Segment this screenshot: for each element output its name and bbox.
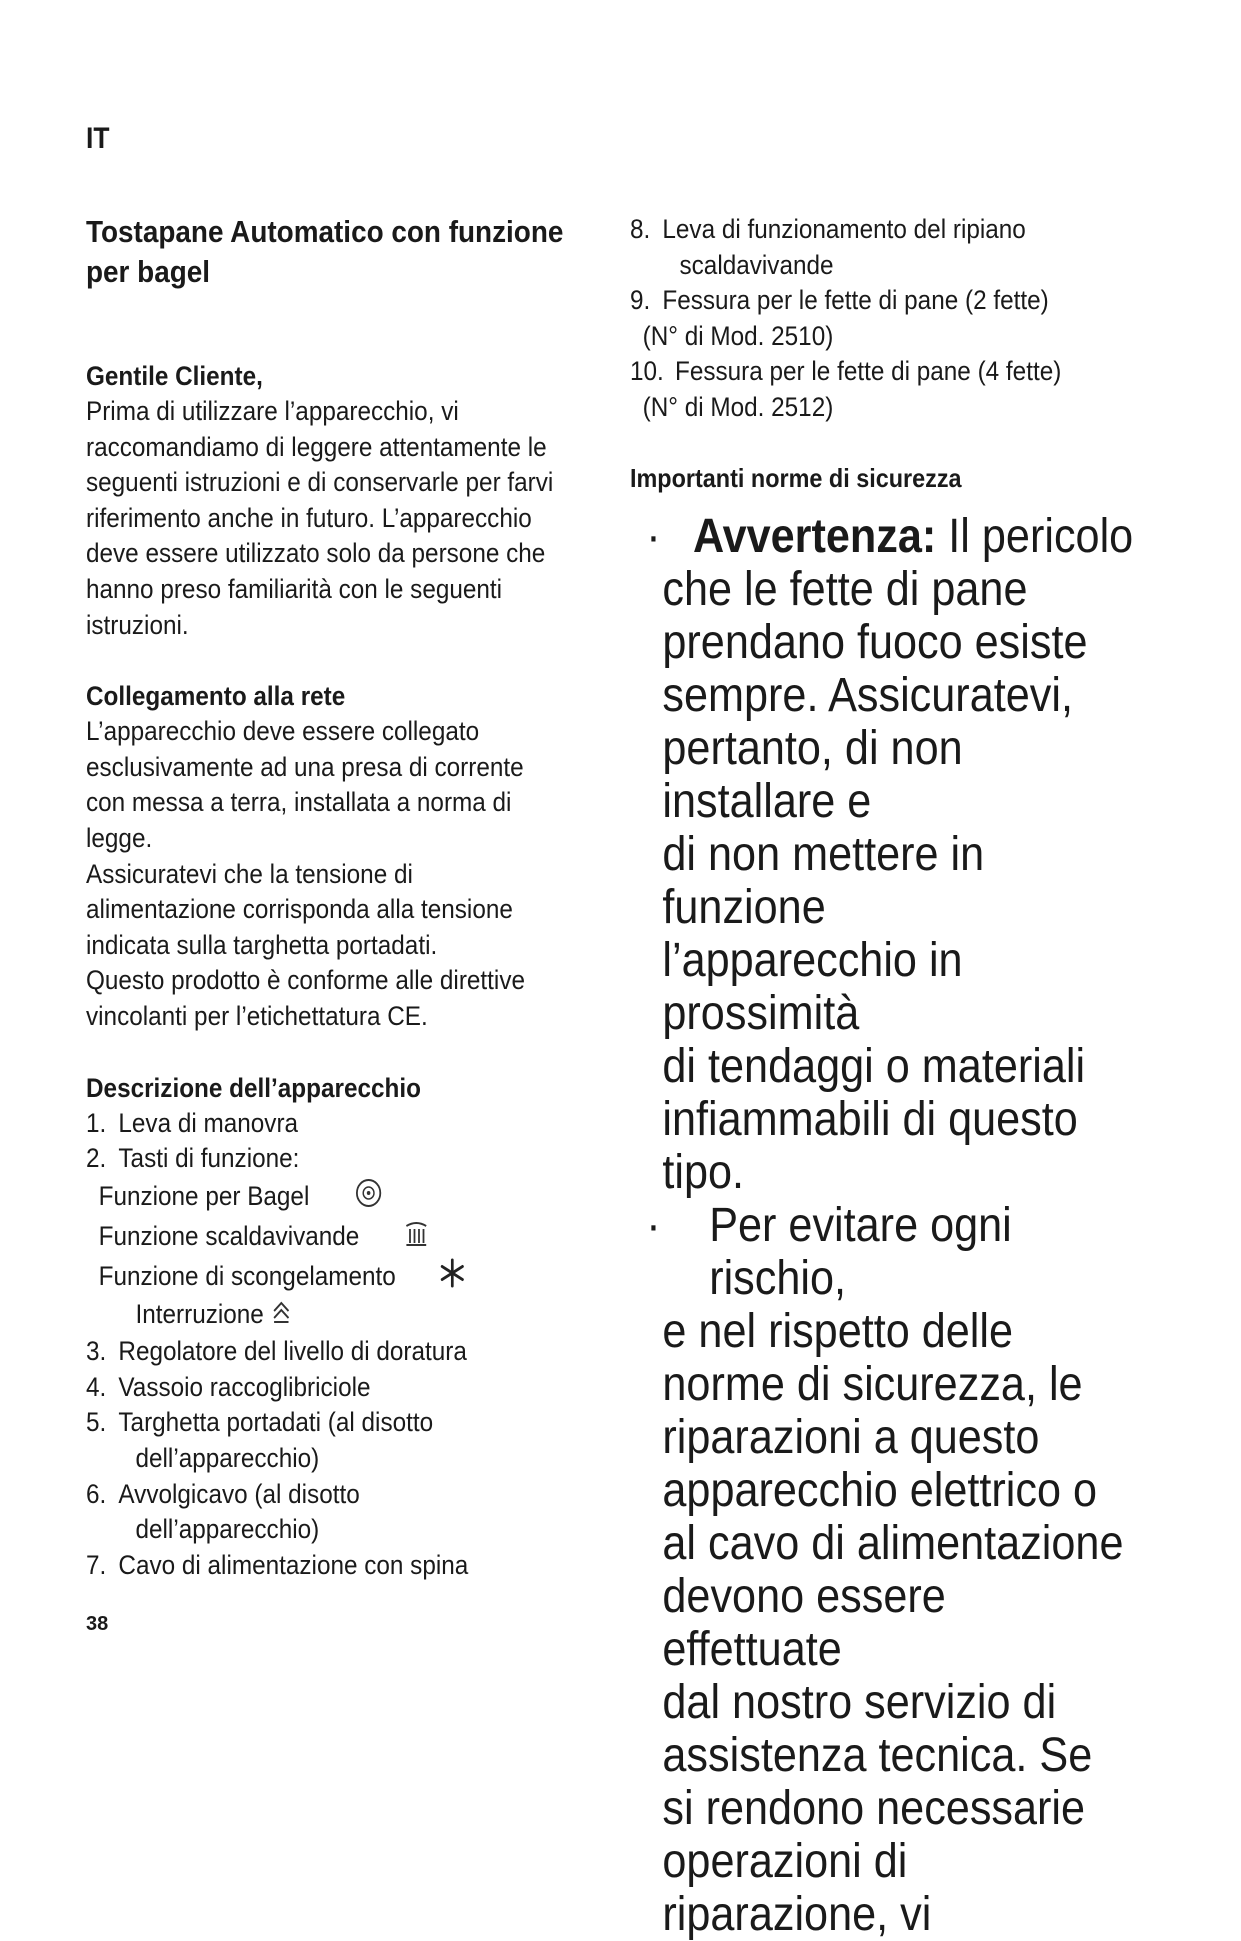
list-item: [86, 1334, 595, 1370]
text-line: Assicuratevi che la tensione di: [86, 858, 413, 889]
item-continuation: dell’apparecchio): [135, 1442, 320, 1473]
title-line: Tostapane Automatico con funzione: [86, 214, 564, 249]
item-number: 2.: [86, 1143, 107, 1174]
text-line: si rendono necessarie: [662, 1781, 1086, 1835]
text-line: l’apparecchio in prossimità: [662, 933, 963, 1040]
text-line: L’apparecchio deve essere collegato: [86, 716, 480, 747]
item-text: Regolatore del livello di doratura: [118, 1336, 467, 1367]
warning-label: Avvertenza:: [693, 509, 937, 563]
text-line: esclusivamente ad una presa di corrente: [86, 751, 524, 782]
text-line: dal nostro servizio di: [662, 1675, 1057, 1729]
text-line: sempre. Assicuratevi,: [662, 668, 1073, 722]
description-heading: Descrizione dell’apparecchio: [86, 1072, 421, 1103]
item-number: 5.: [86, 1407, 107, 1438]
text-line: e nel rispetto delle: [662, 1304, 1014, 1358]
right-column: [630, 212, 1134, 1941]
bullet: ·: [646, 509, 661, 563]
item-number: 1.: [86, 1107, 107, 1138]
text-line: infiammabili di questo tipo.: [662, 1092, 1078, 1199]
item-number: 8.: [630, 214, 651, 244]
cancel-icon: [271, 1299, 293, 1335]
text-line: pertanto, di non installare e: [662, 721, 963, 828]
text-line: devono essere effettuate: [662, 1569, 946, 1676]
text-line: alimentazione corrisponda alla tensione: [86, 894, 513, 925]
text-line: riparazioni a questo: [662, 1410, 1040, 1464]
connection-text: [86, 714, 595, 1034]
document-title: [86, 212, 595, 292]
connection-section: [86, 678, 595, 1034]
item-text: Avvolgicavo (al disotto: [118, 1478, 360, 1509]
text-line: riferimento anche in futuro. L’apparecchio: [86, 502, 532, 533]
function-bagel: [86, 1177, 595, 1219]
text-line: assistenza tecnica. Se: [662, 1728, 1093, 1782]
description-section: [86, 1070, 595, 1584]
item-continuation: (N° di Mod. 2512): [642, 391, 834, 422]
function-warm: [86, 1218, 595, 1258]
item-text: Cavo di alimentazione con spina: [118, 1549, 469, 1580]
text-line: di tendaggi o materiali: [662, 1039, 1086, 1093]
function-label: Funzione per Bagel: [98, 1180, 310, 1211]
warning-note: [630, 510, 1134, 563]
list-item: [86, 1370, 595, 1406]
risk-body: [630, 1305, 1134, 1941]
text-line: Questo prodotto è conforme alle direttive: [86, 965, 526, 996]
item-continuation: dell’apparecchio): [135, 1514, 320, 1545]
bagel-icon: [354, 1177, 383, 1219]
text-line: norme di sicurezza, le: [662, 1357, 1083, 1411]
list-item: [86, 1548, 595, 1584]
list-item: [630, 354, 1134, 390]
list-item: [630, 283, 1134, 319]
text-line: apparecchio elettrico o: [662, 1463, 1098, 1517]
warning-text: Il pericolo: [948, 509, 1134, 563]
item-number: 10.: [630, 356, 664, 387]
text-line: legge.: [86, 822, 153, 853]
item-continuation: scaldavivande: [679, 249, 834, 280]
item-text: Leva di manovra: [118, 1107, 299, 1138]
function-label: Funzione scaldavivande: [98, 1221, 360, 1252]
greeting-text: [86, 394, 595, 643]
text-line: Prima di utilizzare l’apparecchio, vi: [86, 396, 459, 426]
text-line: hanno preso familiarità con le seguenti: [86, 573, 503, 604]
function-label: Interruzione: [135, 1299, 264, 1330]
text-line: istruzioni.: [86, 609, 189, 640]
function-stop: [86, 1297, 595, 1334]
risk-note: [630, 1199, 1134, 1305]
language-code: IT: [86, 122, 110, 155]
list-item: [86, 1477, 595, 1513]
warming-rack-icon: [404, 1218, 429, 1258]
item-continuation: (N° di Mod. 2510): [642, 320, 834, 351]
item-text: Targhetta portadati (al disotto: [118, 1407, 434, 1438]
item-text: Vassoio raccoglibriciole: [118, 1371, 371, 1402]
text-line: raccomandiamo di leggere attentamente le: [86, 431, 547, 462]
text-line: prendano fuoco esiste: [662, 615, 1088, 669]
list-item: [86, 1106, 595, 1142]
item-text: Fessura per le fette di pane (2 fette): [662, 285, 1049, 316]
item-number: 7.: [86, 1549, 107, 1580]
left-column: [86, 212, 595, 1583]
list-item: [630, 212, 1134, 248]
text-line: vincolanti per l’etichettatura CE.: [86, 1000, 428, 1031]
item-number: 3.: [86, 1336, 107, 1367]
title-line: per bagel: [86, 254, 211, 289]
safety-heading: Importanti norme di sicurezza: [630, 462, 962, 493]
text-line: seguenti istruzioni e di conservarle per farvi: [86, 467, 554, 498]
item-text: Tasti di funzione:: [118, 1143, 300, 1174]
list-item: [86, 1405, 595, 1441]
text-line: al cavo di alimentazione: [662, 1516, 1124, 1570]
text-line: operazioni di riparazione, vi: [662, 1834, 932, 1941]
bullet: ·: [646, 1198, 661, 1252]
text-line: che le fette di pane: [662, 562, 1028, 616]
item-text: Leva di funzionamento del ripiano: [662, 214, 1026, 244]
item-text: Fessura per le fette di pane (4 fette): [675, 356, 1062, 387]
function-defrost: [86, 1258, 595, 1298]
warning-body: [630, 563, 1134, 1199]
item-number: 6.: [86, 1478, 107, 1509]
list-item: [86, 1141, 595, 1177]
text-line: con messa a terra, installata a norma di: [86, 787, 512, 818]
risk-text: Per evitare ogni rischio,: [709, 1198, 1012, 1305]
item-number: 4.: [86, 1371, 107, 1402]
text-line: indicata sulla targhetta portadati.: [86, 929, 438, 960]
greeting-section: [86, 358, 595, 643]
connection-heading: Collegamento alla rete: [86, 681, 346, 712]
item-number: 9.: [630, 285, 651, 316]
safety-notes: [630, 510, 1134, 1941]
snowflake-icon: [439, 1258, 466, 1298]
function-label: Funzione di scongelamento: [98, 1260, 396, 1291]
page-number: 38: [86, 1613, 109, 1635]
text-line: deve essere utilizzato solo da persone che: [86, 538, 546, 569]
text-line: di non mettere in funzione: [662, 827, 985, 934]
greeting-heading: Gentile Cliente,: [86, 361, 263, 391]
